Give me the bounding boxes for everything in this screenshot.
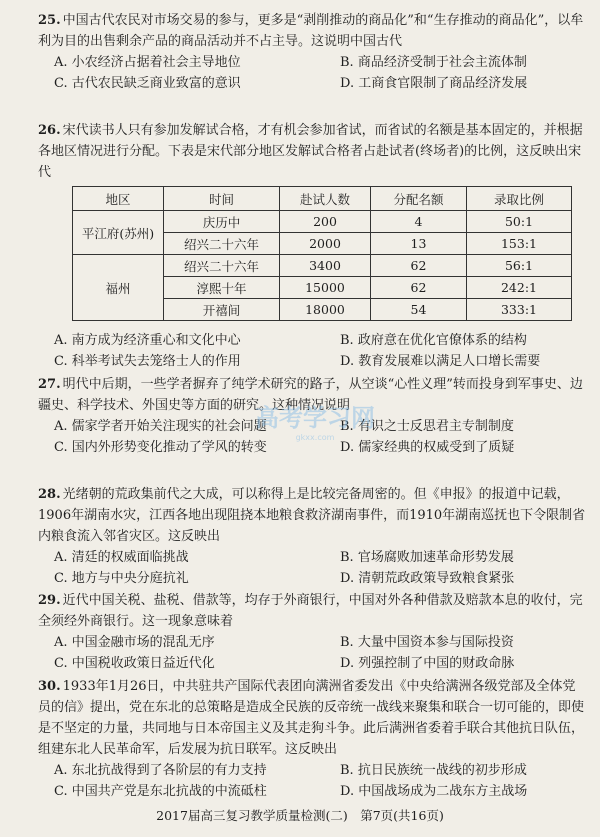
question-26	[38, 120, 586, 183]
option-d: D. 清朝荒政政策导致粮食紧张	[340, 571, 515, 586]
count-cell: 15000	[280, 277, 371, 299]
option-a: A. 清廷的权威面临挑战	[54, 550, 189, 565]
option-b: B. 官场腐败加速革命形势发展	[340, 550, 514, 565]
watermark-text: 高考学习网	[255, 404, 375, 432]
ratio-cell: 242:1	[467, 277, 572, 299]
option-c: C. 科举考试失去笼络士人的作用	[54, 354, 241, 369]
quota-cell: 13	[371, 233, 467, 255]
option-d: D. 中国战场成为二战东方主战场	[340, 784, 528, 799]
options-row	[38, 632, 586, 653]
table-row	[73, 211, 572, 233]
question-28	[38, 484, 586, 589]
options-row	[38, 351, 586, 372]
time-cell: 开禧间	[164, 299, 280, 321]
ratio-cell: 50:1	[467, 211, 572, 233]
option-d: D. 工商食官限制了商品经济发展	[340, 76, 528, 91]
option-c: C. 中国税收政策日益近代化	[54, 656, 215, 671]
time-cell: 绍兴二十六年	[164, 233, 280, 255]
option-b: B. 有识之士反思君主专制制度	[340, 419, 514, 434]
region-cell: 福州	[73, 255, 164, 321]
option-a: A. 中国金融市场的混乱无序	[54, 635, 215, 650]
count-cell: 18000	[280, 299, 371, 321]
question-28-stem	[38, 484, 586, 547]
option-c: C. 古代农民缺乏商业致富的意识	[54, 76, 241, 91]
question-26-stem	[38, 120, 586, 183]
options-row	[38, 781, 586, 802]
region-cell: 平江府(苏州)	[73, 211, 164, 255]
question-number: 27.	[38, 377, 61, 392]
quota-cell: 62	[371, 277, 467, 299]
question-text: 1933年1月26日，中共驻共产国际代表团向满洲省委发出《中央给满洲各级党部及全体党员的信》提出，党在东北的总策略是造成全民族的反帝统一战线来聚集和联合一切可能的，即使是不坚定的力量，共同地与日本帝国主义及其走狗斗争。此后满洲省委着手联合其他抗日队伍，组建东北人民革命军，后发展为抗日联军。这反映出	[38, 679, 585, 757]
time-cell: 庆历中	[164, 211, 280, 233]
option-b: B. 商品经济受制于社会主流体制	[340, 55, 527, 70]
option-d: D. 列强控制了中国的财政命脉	[340, 656, 515, 671]
question-25-stem	[38, 10, 586, 52]
table-header: 录取比例	[467, 187, 572, 211]
question-number: 25.	[38, 13, 61, 28]
question-text: 宋代读书人只有参加发解试合格，才有机会参加省试，而省试的名额是基本固定的，并根据各地区情况进行分配。下表是宋代部分地区发解试合格者占赴试者(终场者)的比例，这反映出宋代	[38, 123, 583, 180]
ratio-cell: 56:1	[467, 255, 572, 277]
option-c: C. 地方与中央分庭抗礼	[54, 571, 189, 586]
options-row	[38, 653, 586, 674]
option-a: A. 南方成为经济重心和文化中心	[54, 333, 241, 348]
option-b: B. 政府意在优化官僚体系的结构	[340, 333, 527, 348]
question-number: 30.	[38, 679, 61, 694]
options-row	[38, 73, 586, 94]
exam-ratio-table	[72, 186, 572, 321]
options-row	[38, 547, 586, 568]
table-header: 赴试人数	[280, 187, 371, 211]
quota-cell: 54	[371, 299, 467, 321]
question-text: 中国古代农民对市场交易的参与，更多是“剥削推动的商品化”和“生存推动的商品化”，以牟利为目的出售剩余产品的商品活动并不占主导。这说明中国古代	[38, 13, 584, 49]
option-a: A. 儒家学者开始关注现实的社会问题	[54, 419, 267, 434]
options-row	[38, 437, 586, 458]
quota-cell: 4	[371, 211, 467, 233]
option-c: C. 中国共产党是东北抗战的中流砥柱	[54, 784, 267, 799]
options-row	[38, 330, 586, 351]
question-26-options	[38, 330, 586, 372]
count-cell: 3400	[280, 255, 371, 277]
count-cell: 200	[280, 211, 371, 233]
options-row	[38, 52, 586, 73]
question-29-stem	[38, 590, 586, 632]
table-header-row	[73, 187, 572, 211]
count-cell: 2000	[280, 233, 371, 255]
table-header: 分配名额	[371, 187, 467, 211]
question-30-stem	[38, 676, 586, 760]
question-30	[38, 676, 586, 802]
option-d: D. 教育发展难以满足人口增长需要	[340, 354, 541, 369]
table-row	[73, 255, 572, 277]
time-cell: 绍兴二十六年	[164, 255, 280, 277]
question-text: 光绪朝的荒政集前代之大成，可以称得上是比较完备周密的。但《申报》的报道中记载，1906年湖南水灾，江西各地出现阻挠本地粮食救济湖南事件，而1910年湖南巡抚也下令限制省内粮食流入邻省灾区。这反映出	[38, 487, 586, 544]
quota-cell: 62	[371, 255, 467, 277]
question-27	[38, 374, 586, 458]
options-row	[38, 760, 586, 781]
question-number: 26.	[38, 123, 61, 138]
table-header: 时间	[164, 187, 280, 211]
options-row	[38, 416, 586, 437]
table-header: 地区	[73, 187, 164, 211]
option-d: D. 儒家经典的权威受到了质疑	[340, 440, 515, 455]
ratio-cell: 333:1	[467, 299, 572, 321]
option-a: A. 小农经济占据着社会主导地位	[54, 55, 241, 70]
page-footer: 2017届高三复习教学质量检测(二) 第7页(共16页)	[156, 808, 444, 823]
question-number: 29.	[38, 593, 61, 608]
question-27-stem	[38, 374, 586, 416]
question-29	[38, 590, 586, 674]
option-b: B. 抗日民族统一战线的初步形成	[340, 763, 527, 778]
option-a: A. 东北抗战得到了各阶层的有力支持	[54, 763, 267, 778]
question-25	[38, 10, 586, 94]
ratio-cell: 153:1	[467, 233, 572, 255]
option-b: B. 大量中国资本参与国际投资	[340, 635, 514, 650]
option-c: C. 国内外形势变化推动了学风的转变	[54, 440, 267, 455]
options-row	[38, 568, 586, 589]
question-text: 近代中国关税、盐税、借款等，均存于外商银行，中国对外各种借款及赔款本息的收付，完全须经外商银行。这一现象意味着	[38, 593, 583, 629]
question-number: 28.	[38, 487, 61, 502]
watermark-url: gkxx.com	[295, 433, 335, 442]
time-cell: 淳熙十年	[164, 277, 280, 299]
question-text: 明代中后期，一些学者摒弃了纯学术研究的路子，从空谈“心性义理”转而投身到军事史、边疆史、科学技术、外国史等方面的研究。这种情况说明	[38, 377, 583, 413]
